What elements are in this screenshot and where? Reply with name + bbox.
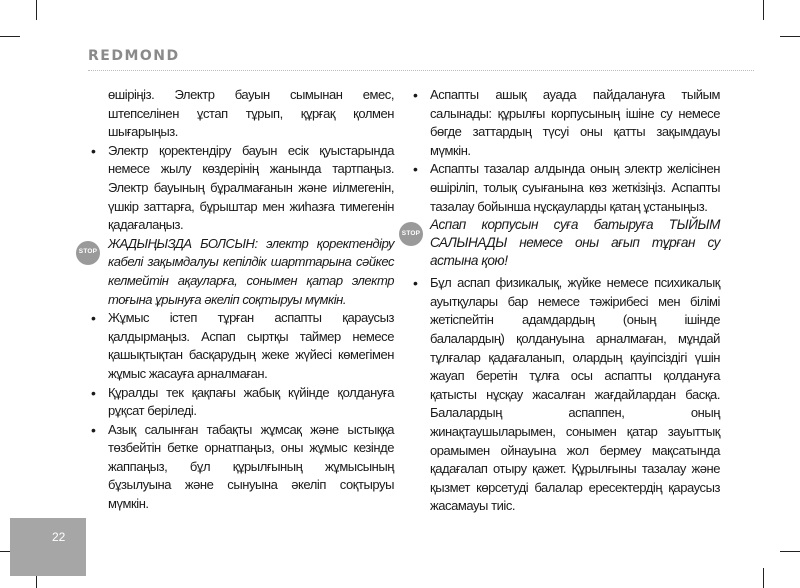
list-item: • Аспапты ашық ауада пайдалануға тыйым салынады: құрылғы корпусының ішіне су немесе бөгде заттардың түсуі оны қатты зақымдауы мүмкін. — [430, 86, 720, 160]
stop-icon: STOP — [76, 241, 100, 265]
left-column — [78, 86, 394, 514]
list-item: • Құралды тек қақпағы жабық күйінде қолдануға рұқсат беріледі. — [108, 384, 394, 421]
crop-mark — [763, 568, 764, 588]
list-item: • Электр қоректендіру бауын есік қуыстарында немесе жылу көздерінің жанында тартпаңыз. Электр бауының бұралмағанын және иілмегенін, үшкір заттарға, бұрыштар мен жиһазға тимегенін қадағалаңыз. — [108, 142, 394, 235]
page-number-box — [10, 518, 86, 576]
list-item: • Азық салынған табақты жұмсақ және ыстыққа төзбейтін бетке орнатпаңыз, оны жұмыс кезінде жаппаңыз, бұл құрылғының жұмысының бұзылуына және сынуына әкеліп соқтыруы мүмкін. — [108, 421, 394, 514]
crop-mark — [36, 0, 37, 20]
stop-icon: STOP — [399, 222, 423, 246]
crop-mark — [780, 551, 800, 552]
warning-text: ЖАДЫҢЫЗДА БОЛСЫН: электр қоректендіру кабелі зақымдалуы кепілдік шарттарына сәйкес келмейтін ақауларға, сонымен қатар электр тоғына ұрынуға әкеліп соқтыруы мүмкін. — [108, 235, 394, 307]
crop-mark — [0, 36, 20, 37]
page-number: 22 — [52, 530, 66, 544]
warning-note — [78, 235, 394, 309]
continuation-paragraph: өшіріңіз. Электр бауын сымынан емес, штепселінен ұстап тұрып, құрғақ қолмен шығарыңыз. — [108, 87, 394, 140]
crop-mark — [763, 0, 764, 20]
brand-logo: REDMOND — [88, 48, 180, 64]
warning-text: Аспап корпусын суға батыруға ТЫЙЫМ САЛЫНАДЫ немесе оны ағып тұрған су астына қою! — [430, 217, 720, 269]
list-item: • Жұмыс істеп тұрған аспапты қараусыз қалдырмаңыз. Аспап сыртқы таймер немесе қашықтықтан басқарудың жеке жүйесі көмегімен жұмыс жасауға арналмаған. — [108, 309, 394, 383]
header-divider — [88, 70, 754, 71]
list-item: • Бұл аспап физикалық, жүйке немесе психикалық ауытқулары бар немесе тәжірибесі мен білімі жетіспейтін адамдардың (оның ішінде балалардың) қолдануына арналмаған, мұндай тұлғалар қадағаланып, олардың қауіпсіздігі үшін жауап беретін тұлға осы аспапты қолдануға қатысты нұсқау жасалған жағдайлардан басқа. Балалардың аспаппен, оның жинақтаушыларымен, сонымен қатар зауыттық орамымен ойнауына жол бермеу мақсатында қадағалап отыру қажет. Құрылғыны тазалау және қызмет көрсетуді балалар ересектердің қараусыз жасамауы тиіс. — [430, 274, 720, 516]
warning-note — [401, 216, 720, 270]
list-item: • Аспапты тазалар алдында оның электр желісінен өшіріліп, толық суығанына көз жеткізіңіз. Аспапты тазалау бойынша нұсқауларды қатаң ұстаныңыз. — [430, 160, 720, 216]
right-column — [401, 86, 720, 516]
crop-mark — [780, 36, 800, 37]
